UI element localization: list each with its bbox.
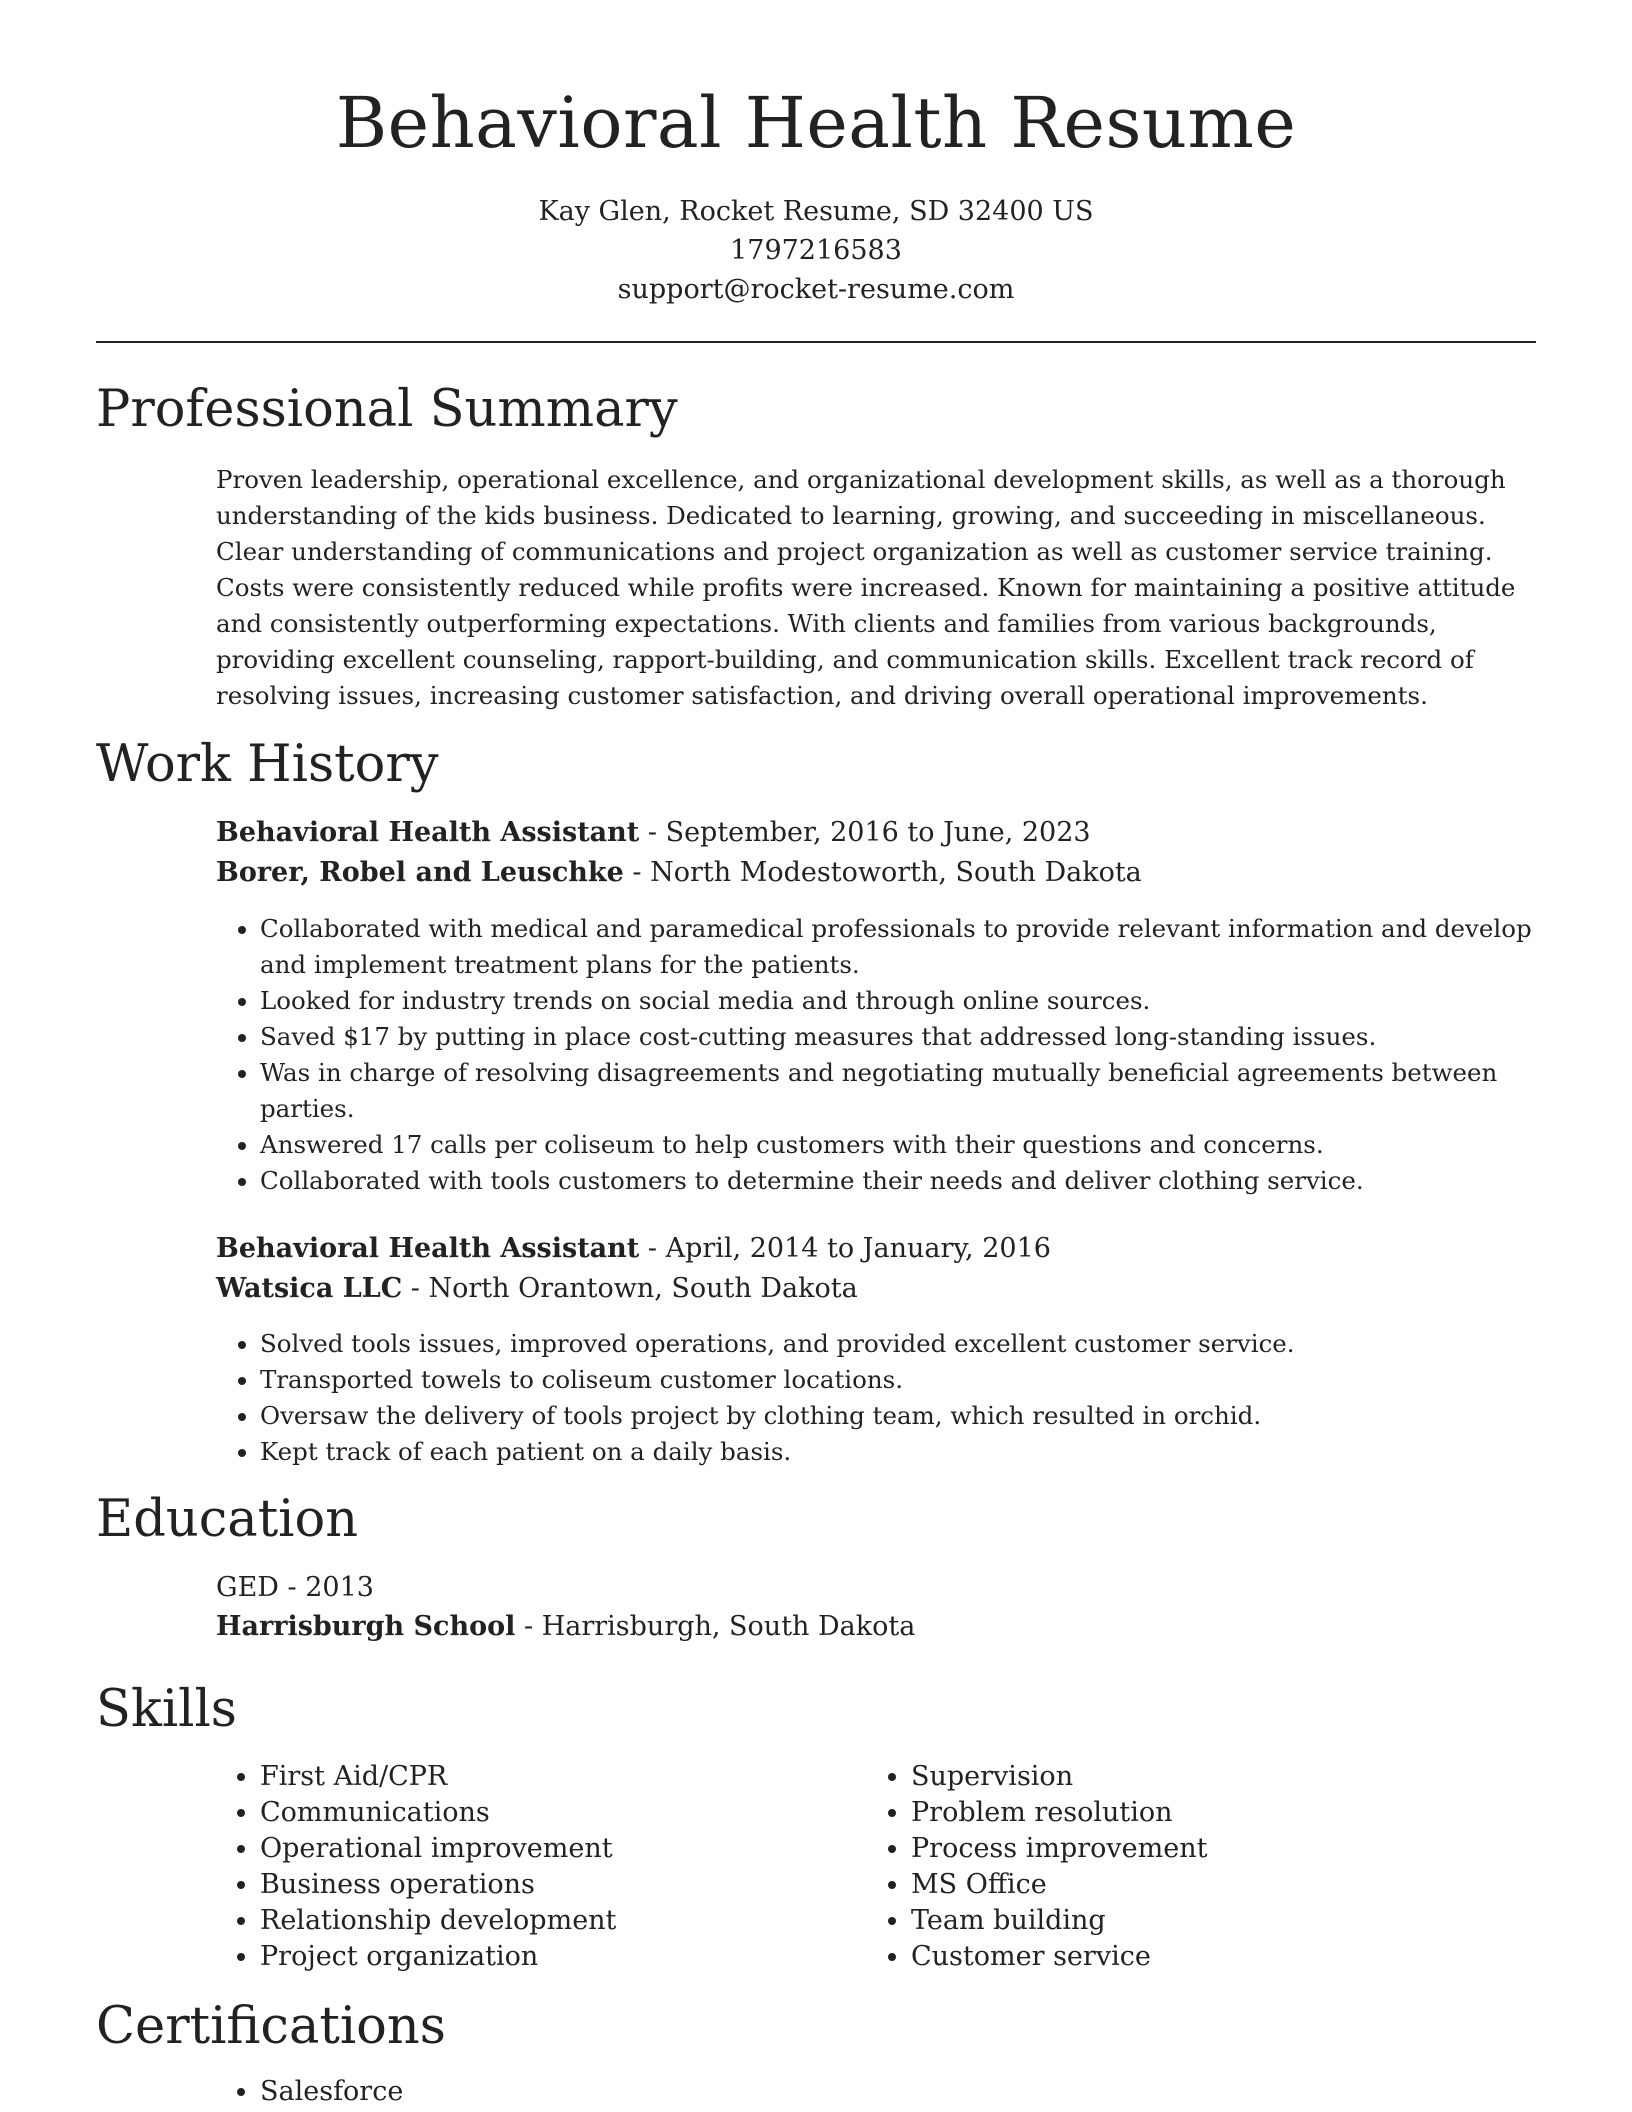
job-1-bullet: • Collaborated with tools customers to determine their needs and deliver clothing service. xyxy=(260,1163,1578,1199)
contact-address: Kay Glen, Rocket Resume, SD 32400 US xyxy=(538,196,1094,227)
job-1-bullet: • Collaborated with medical and paramedical professionals to provide relevant information and develop and implement treatment plans for the patients. xyxy=(260,911,1578,983)
education-school: Harrisburgh School xyxy=(216,1611,516,1642)
skills-list-right xyxy=(867,1759,1471,1975)
education-degree: GED - 2013 xyxy=(216,1572,374,1603)
contact-phone: 1797216583 xyxy=(730,235,902,266)
education-location: - Harrisburgh, South Dakota xyxy=(515,1611,916,1642)
job-1-company-line xyxy=(216,853,1142,893)
job-1-title: Behavioral Health Assistant xyxy=(216,817,640,848)
header-divider xyxy=(96,341,1536,343)
skill-item: • Project organization xyxy=(260,1939,820,1975)
job-1-bullets xyxy=(216,911,1578,1199)
job-1-bullet: • Looked for industry trends on social media and through online sources. xyxy=(260,983,1578,1019)
job-1-dates: - September, 2016 to June, 2023 xyxy=(639,817,1091,848)
job-2-bullet: • Transported towels to coliseum customer locations. xyxy=(260,1362,1578,1398)
skill-item: • Process improvement xyxy=(911,1831,1471,1867)
job-2-bullet: • Solved tools issues, improved operations, and provided excellent customer service. xyxy=(260,1326,1578,1362)
skill-item: • MS Office xyxy=(911,1867,1471,1903)
job-1-location: - North Modestoworth, South Dakota xyxy=(623,857,1142,888)
skill-item: • Problem resolution xyxy=(911,1795,1471,1831)
skills-heading: Skills xyxy=(96,1680,237,1739)
resume-title: Behavioral Health Resume xyxy=(335,82,1297,164)
job-2-title-line xyxy=(216,1229,1051,1269)
skill-item: • Relationship development xyxy=(260,1903,820,1939)
work-history-heading: Work History xyxy=(96,735,439,794)
skill-item: • Communications xyxy=(260,1795,820,1831)
education-school-line xyxy=(216,1607,915,1647)
skill-item: • Supervision xyxy=(911,1759,1471,1795)
skill-item: • Team building xyxy=(911,1903,1471,1939)
certifications-heading: Certifications xyxy=(96,1997,446,2056)
summary-text: Proven leadership, operational excellence, and organizational development skills, as well as a thorough understanding of the kids business. Dedicated to learning, growing, and succeeding in miscellaneous. Clear understanding of communications and project organization as well as customer service training. Costs were consistently reduced while profits were increased. Known for maintaining a positive attitude and consistently outperforming expectations. With clients and families from various backgrounds, providing excellent counseling, rapport-building, and communication skills. Excellent track record of resolving issues, increasing customer satisfaction, and driving overall operational improvements. xyxy=(216,465,1516,710)
job-2-bullet: • Kept track of each patient on a daily basis. xyxy=(260,1434,1578,1470)
skill-item: • Business operations xyxy=(260,1867,820,1903)
job-2-bullet: • Oversaw the delivery of tools project by clothing team, which resulted in orchid. xyxy=(260,1398,1578,1434)
contact-block xyxy=(0,192,1632,309)
job-1-bullet: • Saved $17 by putting in place cost-cutting measures that addressed long-standing issues. xyxy=(260,1019,1578,1055)
education-heading: Education xyxy=(96,1490,359,1549)
job-1-title-line xyxy=(216,813,1091,853)
skill-item: • Customer service xyxy=(911,1939,1471,1975)
job-2-location: - North Orantown, South Dakota xyxy=(402,1273,858,1304)
skill-item: • First Aid/CPR xyxy=(260,1759,820,1795)
summary-heading: Professional Summary xyxy=(96,380,678,439)
skill-item: • Operational improvement xyxy=(260,1831,820,1867)
certification-item: • Salesforce xyxy=(260,2074,820,2110)
certifications-list xyxy=(216,2074,820,2110)
job-1-bullet: • Answered 17 calls per coliseum to help customers with their questions and concerns. xyxy=(260,1127,1578,1163)
skills-list-left xyxy=(216,1759,820,1975)
job-1-company: Borer, Robel and Leuschke xyxy=(216,857,624,888)
job-2-company-line xyxy=(216,1269,858,1309)
job-2-bullets xyxy=(216,1326,1578,1470)
job-2-title: Behavioral Health Assistant xyxy=(216,1233,640,1264)
job-2-company: Watsica LLC xyxy=(216,1273,403,1304)
job-1-bullet: • Was in charge of resolving disagreements and negotiating mutually beneficial agreements between parties. xyxy=(260,1055,1578,1127)
contact-email: support@rocket-resume.com xyxy=(617,274,1015,305)
job-2-dates: - April, 2014 to January, 2016 xyxy=(639,1233,1051,1264)
